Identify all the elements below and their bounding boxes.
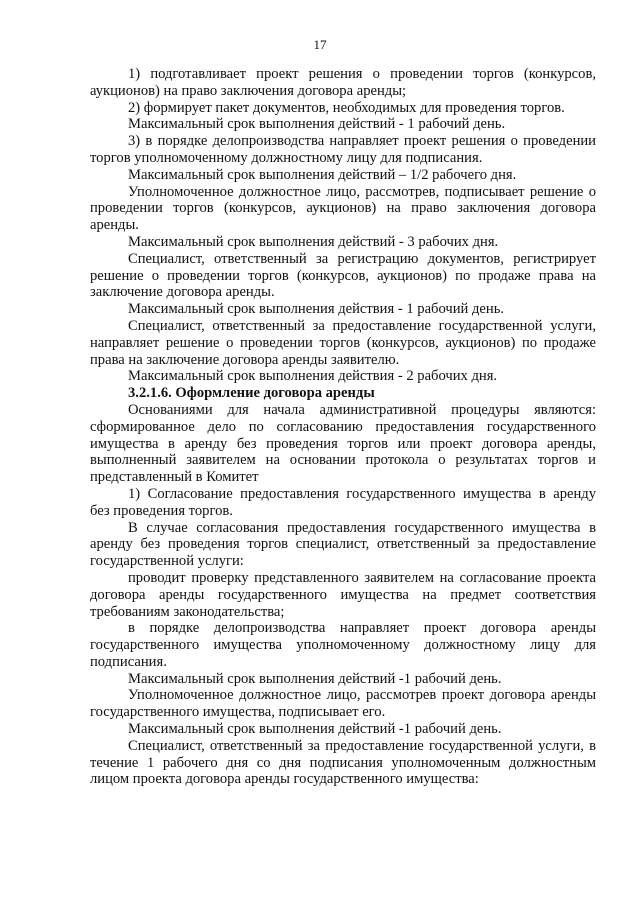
paragraph: В случае согласования предоставления государственного имущества в аренду без проведения торгов специалист, ответственный за предоставление государственной услуги: bbox=[90, 519, 596, 570]
paragraph: 3) в порядке делопроизводства направляет проект решения о проведении торгов уполномоченному должностному лицу для подписания. bbox=[90, 133, 596, 166]
paragraph: Уполномоченное должностное лицо, рассмотрев, подписывает решение о проведении торгов (конкурсов, аукционов) на право заключения договора аренды. bbox=[90, 183, 596, 234]
paragraph: Максимальный срок выполнения действий – 1/2 рабочего дня. bbox=[128, 166, 517, 183]
paragraph: Специалист, ответственный за предоставление государственной услуги, направляет решение о проведении торгов (конкурсов, аукционов) по продаже права на заключение договора аренды заявителю. bbox=[90, 317, 596, 368]
paragraph: Максимальный срок выполнения действий - 1 рабочий день. bbox=[128, 116, 506, 133]
paragraph: проводит проверку представленного заявителем на согласование проекта договора аренды государственного имущества на предмет соответствия требованиям законодательства; bbox=[90, 569, 596, 620]
page-number: 17 bbox=[313, 37, 327, 52]
paragraph: Специалист, ответственный за регистрацию документов, регистрирует решение о проведении торгов (конкурсов, аукционов) по продаже права на заключение договора аренды. bbox=[90, 250, 596, 301]
paragraph: 1) Согласование предоставления государственного имущества в аренду без проведения торгов. bbox=[90, 485, 596, 519]
paragraph: 2) формирует пакет документов, необходимых для проведения торгов. bbox=[128, 99, 565, 116]
paragraph: Максимальный срок выполнения действий -1 рабочий день. bbox=[128, 670, 502, 687]
paragraph: Максимальный срок выполнения действий -1 рабочий день. bbox=[128, 721, 502, 738]
section-heading: 3.2.1.6. Оформление договора аренды bbox=[128, 385, 375, 402]
paragraph: Максимальный срок выполнения действия - 2 рабочих дня. bbox=[128, 368, 498, 385]
paragraph: 1) подготавливает проект решения о проведении торгов (конкурсов, аукционов) на право заключения договора аренды; bbox=[90, 66, 596, 99]
paragraph: Уполномоченное должностное лицо, рассмотрев проект договора аренды государственного имущества, подписывает его. bbox=[90, 687, 596, 721]
paragraph: Максимальный срок выполнения действия - 1 рабочий день. bbox=[128, 301, 505, 318]
paragraph: Основаниями для начала административной процедуры являются: сформированное дело по согласованию предоставления государственного имущества в аренду без проведения торгов или проект договора аренды, выполненный заявителем на основании протокола о результатах торгов и представленный в Комитет bbox=[90, 401, 596, 486]
paragraph: Максимальный срок выполнения действий - 3 рабочих дня. bbox=[128, 233, 499, 250]
paragraph: Специалист, ответственный за предоставление государственной услуги, в течение 1 рабочего дня со дня подписания уполномоченным должностным лицом проекта договора аренды государственного имущества: bbox=[90, 737, 596, 788]
paragraph: в порядке делопроизводства направляет проект договора аренды государственного имущества уполномоченному должностному лицу для подписания. bbox=[90, 620, 596, 670]
document-body bbox=[90, 66, 596, 788]
